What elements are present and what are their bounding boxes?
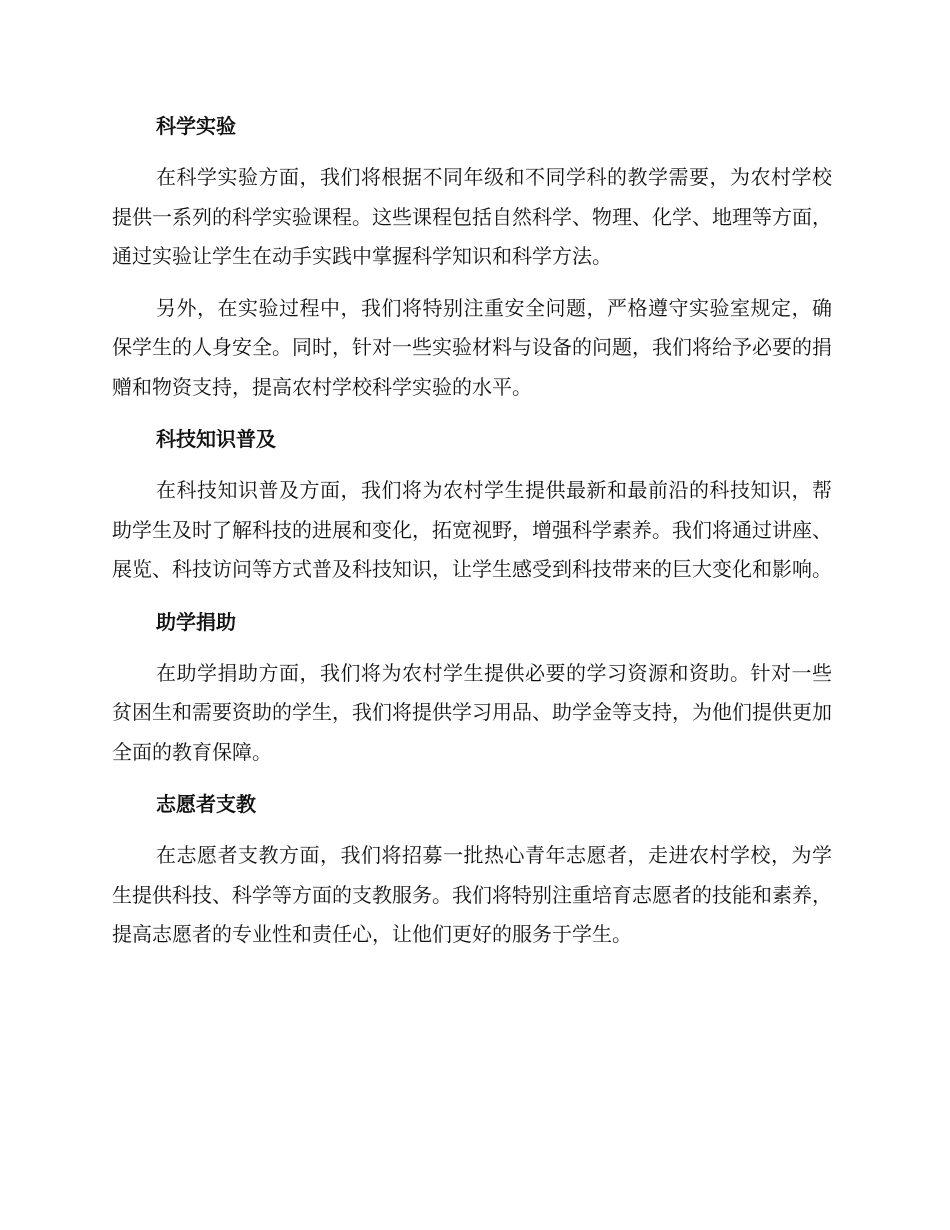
section-heading-volunteer-teaching: 志愿者支教 <box>156 792 256 816</box>
paragraph: 在志愿者支教方面，我们将招募一批热心青年志愿者，走进农村学校，为学生提供科技、科学等方面的支教服务。我们将特别注重培育志愿者的技能和素养，提高志愿者的专业性和责任心，让他们更好的服务于学生。 <box>112 843 832 946</box>
section-heading-tech-popularization: 科技知识普及 <box>156 427 276 451</box>
paragraph: 在科技知识普及方面，我们将为农村学生提供最新和最前沿的科技知识，帮助学生及时了解科技的进展和变化，拓宽视野，增强科学素养。我们将通过讲座、展览、科技访问等方式普及科技知识，让学生感受到科技带来的巨大变化和影响。 <box>112 478 832 581</box>
section-heading-student-aid: 助学捐助 <box>156 609 236 634</box>
section-heading-science-experiments: 科学实验 <box>156 114 236 138</box>
document-body <box>112 106 832 955</box>
paragraph: 在科学实验方面，我们将根据不同年级和不同学科的教学需要，为农村学校提供一系列的科学实验课程。这些课程包括自然科学、物理、化学、地理等方面，通过实验让学生在动手实践中掌握科学知识和科学方法。 <box>112 165 832 268</box>
paragraph: 在助学捐助方面，我们将为农村学生提供必要的学习资源和资助。针对一些贫困生和需要资助的学生，我们将提供学习用品、助学金等支持，为他们提供更加全面的教育保障。 <box>112 660 832 764</box>
paragraph: 另外，在实验过程中，我们将特别注重安全问题，严格遵守实验室规定，确保学生的人身安全。同时，针对一些实验材料与设备的问题，我们将给予必要的捐赠和物资支持，提高农村学校科学实验的水平。 <box>112 295 832 399</box>
